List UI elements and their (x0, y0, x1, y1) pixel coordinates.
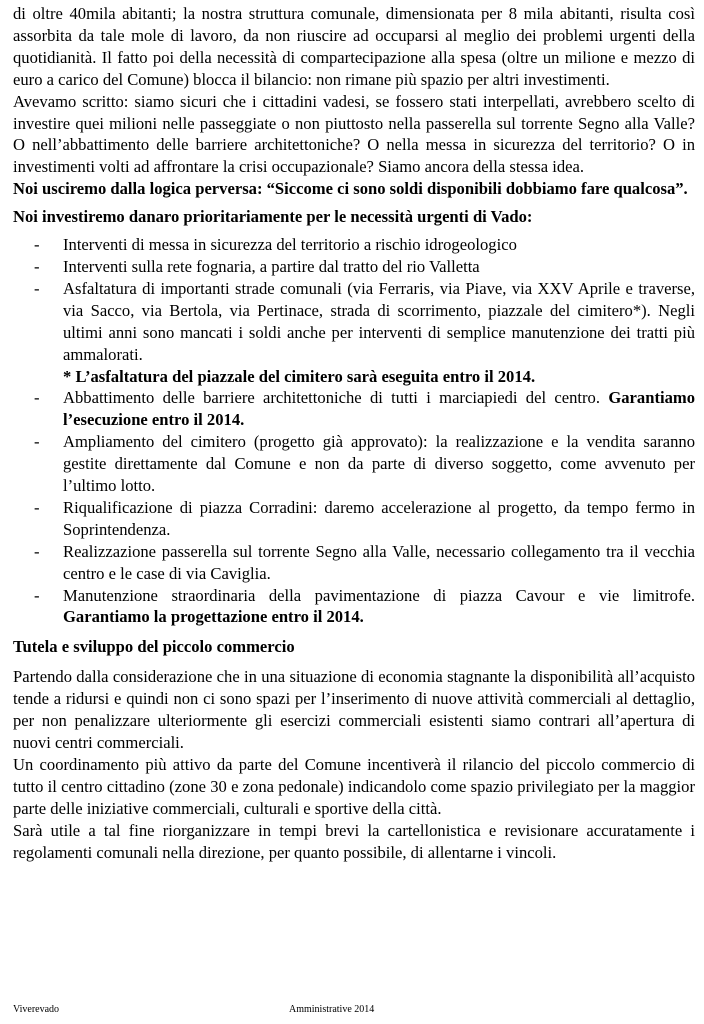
list-item-note: Garantiamo l’esecuzione entro il 2014. (63, 388, 695, 430)
intro-paragraph-2: Avevamo scritto: siamo sicuri che i cittadini vadesi, se fossero stati interpellati, avrebbero scelto di investire quei milioni nelle passeggiate o non piuttosto nella passerella sul torrente Segno alla Valle? O nell’abbattimento delle barriere architettoniche? O nella messa in sicurezza del territorio? O in investimenti volti ad affrontare la crisi occupazionale? Siamo ancora della stessa idea. (13, 91, 695, 177)
list-item-text: Interventi sulla rete fognaria, a partire dal tratto del rio Valletta (63, 256, 480, 276)
list-item-text: Abbattimento delle barriere architettoniche di tutti i marciapiedi del centro. (63, 388, 601, 408)
footer-center-text: Amministrative 2014 (289, 1004, 375, 1015)
commerce-paragraph-1: Partendo dalla considerazione che in una situazione di economia stagnante la disponibilità all’acquisto tende a ridursi e quindi non ci sono spazi per l’inserimento di nuove attività commerciali al dettaglio, per non penalizzare ulteriormente gli esercizi commerciali esistenti siamo contrari all’apertura di nuovi centri commerciali. (13, 667, 695, 752)
footer-left-text: Viverevado (13, 1004, 60, 1015)
list-item-text: Asfaltatura di importanti strade comunali (via Ferraris, via Piave, via XXV Aprile e traverse, via Sacco, via Bertola, via Pertinace, strada di scorrimento, piazzale del cimitero*). Negli ultimi anni sono mancati i soldi anche per interventi di semplice manutenzione dei tratti più ammalorati. (63, 278, 695, 364)
commerce-paragraph-2: Un coordinamento più attivo da parte del Comune incentiverà il rilancio del piccolo commercio di tutto il centro cittadino (zone 30 e zona pedonale) indicandolo come spazio privilegiato per la maggior parte delle iniziative commerciali, culturali e sportive della città. (13, 754, 695, 818)
list-item: - Abbattimento delle barriere architettoniche di tutti i marciapiedi del centro. Garantiamo l’esecuzione entro il 2014. (34, 388, 695, 430)
list-item: - Interventi sulla rete fognaria, a partire dal tratto del rio Valletta (34, 256, 480, 276)
list-item-note: * L’asfaltatura del piazzale del cimitero sarà eseguita entro il 2014. (63, 366, 536, 386)
list-item-text: Manutenzione straordinaria della pavimentazione di piazza Cavour e vie limitrofe. (63, 585, 695, 605)
commerce-paragraph-3: Sarà utile a tal fine riorganizzare in tempi brevi la cartellonistica e revisionare accuratamente i regolamenti comunali nella direzione, per quanto possibile, di allentarne i vincoli. (13, 820, 695, 862)
document-page (13, 3, 695, 863)
intro-paragraph-1: di oltre 40mila abitanti; la nostra struttura comunale, dimensionata per 8 mila abitanti, risulta così assorbita da tale mole di lavoro, da non riuscire ad occuparsi al meglio dei problemi urgenti della quotidianità. Il fatto poi della necessità di compartecipazione alla spesa (oltre un milione e mezzo di euro a carico del Comune) blocca il bilancio: non rimane più spazio per altri investimenti. (13, 4, 695, 89)
list-item: - Interventi di messa in sicurezza del territorio a rischio idrogeologico (34, 235, 517, 255)
list-item: - Asfaltatura di importanti strade comunali (via Ferraris, via Piave, via XXV Aprile e traverse, via Sacco, via Bertola, via Pertinace, strada di scorrimento, piazzale del cimitero*). Negli ultimi anni sono mancati i soldi anche per interventi di semplice manutenzione dei tratti più ammalorati. * L’asfaltatura del piazzale del cimitero sarà eseguita entro il 2014. (34, 278, 695, 386)
list-item-text: Ampliamento del cimitero (progetto già approvato): la realizzazione e la vendita saranno gestite direttamente dal Comune e non da parte di diverso soggetto, come avvenuto per l’ultimo lotto. (63, 432, 695, 496)
list-item: - Manutenzione straordinaria della pavimentazione di piazza Cavour e vie limitrofe. Garantiamo la progettazione entro il 2014. (34, 585, 695, 627)
list-item-text: Realizzazione passerella sul torrente Segno alla Valle, necessario collegamento tra il vecchia centro e le case di via Caviglia. (63, 541, 695, 583)
bold-statement: Noi usciremo dalla logica perversa: “Siccome ci sono soldi disponibili dobbiamo fare qualcosa”. (13, 179, 688, 199)
priorities-list (13, 234, 695, 628)
list-item: - Realizzazione passerella sul torrente Segno alla Valle, necessario collegamento tra il vecchia centro e le case di via Caviglia. (34, 541, 695, 583)
section-heading: Tutela e sviluppo del piccolo commercio (13, 637, 295, 657)
priorities-heading: Noi investiremo danaro prioritariamente per le necessità urgenti di Vado: (13, 207, 533, 227)
list-item-note: Garantiamo la progettazione entro il 2014. (63, 607, 364, 627)
list-item-text: Interventi di messa in sicurezza del territorio a rischio idrogeologico (63, 235, 517, 255)
list-item-text: Riqualificazione di piazza Corradini: daremo accelerazione al progetto, da tempo fermo in Soprintendenza. (63, 497, 695, 539)
list-item: - Riqualificazione di piazza Corradini: daremo accelerazione al progetto, da tempo fermo in Soprintendenza. (34, 497, 695, 539)
list-item: - Ampliamento del cimitero (progetto già approvato): la realizzazione e la vendita saranno gestite direttamente dal Comune e non da parte di diverso soggetto, come avvenuto per l’ultimo lotto. (34, 432, 695, 496)
